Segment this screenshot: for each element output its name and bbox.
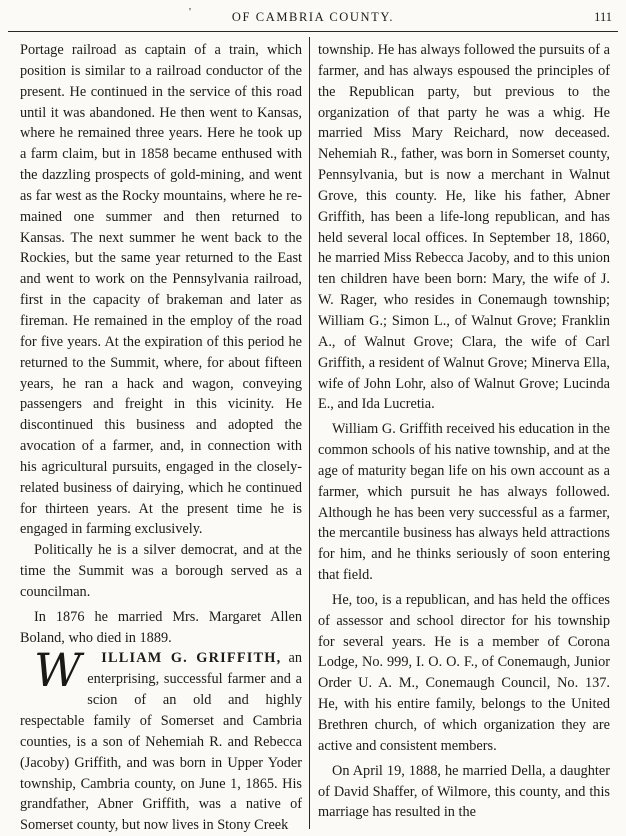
page-number: 111	[594, 10, 612, 24]
running-head: OF CAMBRIA COUNTY.	[231, 10, 395, 24]
paragraph: township. He has always followed the pursuits of a farmer, and has always espoused the principles of the Republican party, but previous to the organization of that party he was a whig. He married Miss Mary Reichard, now deceased. Nehemiah R., father, was born in Somerset county, Pennsylvania, but is now a merchant in Walnut Grove, this county. He, like his father, Abner Griffith, has been a life-long republican, and has held several local offices. In September 18, 1860, he married Miss Rebecca Jacoby, and to this union ten children have been born: Mary, the wife of J. W. Rager, who resides in Conemaugh township; William G.; Simon L., of Walnut Grove; Franklin A., of Walnut Grove; Clara, the wife of Carl Griffith, a resident of Walnut Grove; Minerva Ella, wife of John Lohr, also of Walnut Grove; Lucinda E., and Ida Lucretia.	[318, 42, 610, 413]
biography-entry	[20, 643, 302, 836]
paragraph: Portage railroad as captain of a train, which position is similar to a railroad conductor of the present. He continued in the service of this road until it was abandoned. He then went to Kansas, where he remained three years. Here he took up a farm claim, but in 1858 became enthused with the dazzling prospects of gold-mining, and went as far west as the Rocky mountains, where he remained one summer and then returned to Kansas. The next summer he went back to the Rockies, but the same year returned to the East and went to work on the Pennsylvania railroad, first in the capacity of brakeman and later as fireman. He remained in the employ of the road for five years. At the expiration of this period he returned to the Summit, where, for about fifteen years, he ran a hack and wagon, conveying passengers and freight in this vicinity. He discontinued this business and adopted the avocation of a farmer, and, in connection with his agricultural pursuits, engaged in the closely-related business of dairying, which he continued for thirteen years. At the present time he is engaged in farming exclusively.	[20, 42, 302, 538]
drop-cap: W	[34, 643, 82, 698]
biography-name: ILLIAM G. GRIFFITH,	[101, 650, 282, 667]
paragraph: William G. Griffith received his education in the common schools of his native township, and at the age of maturity began life on his own account as a farmer, which pursuit he has always followed. Although he has been very successful as a farmer, the mercantile business has always held attractions for him, and he thinks seriously of soon entering that field.	[318, 421, 610, 584]
left-column	[20, 40, 302, 836]
header-tick-mark: '	[189, 6, 191, 18]
header-rule	[8, 31, 618, 32]
paragraph: Politically he is a silver democrat, and at the time the Summit was a borough served as a councilman.	[20, 542, 302, 600]
column-divider	[309, 37, 310, 829]
paragraph: In 1876 he married Mrs. Margaret Allen Boland, who died in 1889.	[20, 608, 302, 646]
biography-text: an enterprising, successful farmer and a scion of an old and highly respectable family of Somerset and Cambria counties, is a son of Nehemiah R. and Rebecca (Jacoby) Griffith, and was born in Upper Yoder township, Cambria county, on June 1, 1865. His grandfather, Abner Griffith, was a native of Somerset county, but now lives in Stony Creek	[20, 650, 302, 834]
paragraph: He, too, is a republican, and has held the offices of assessor and school director for his township for several years. He is a member of Corona Lodge, No. 999, I. O. O. F., of Conemaugh, Junior Order U. A. M., Conemaugh Council, No. 137. He, with his entire family, belongs to the United Brethren church, of which organization they are active and consistent members.	[318, 591, 610, 754]
paragraph: On April 19, 1888, he married Della, a daughter of David Shaffer, of Wilmore, this county, and this marriage has resulted in the	[318, 762, 610, 821]
right-column	[318, 40, 610, 823]
page-header	[0, 6, 626, 28]
